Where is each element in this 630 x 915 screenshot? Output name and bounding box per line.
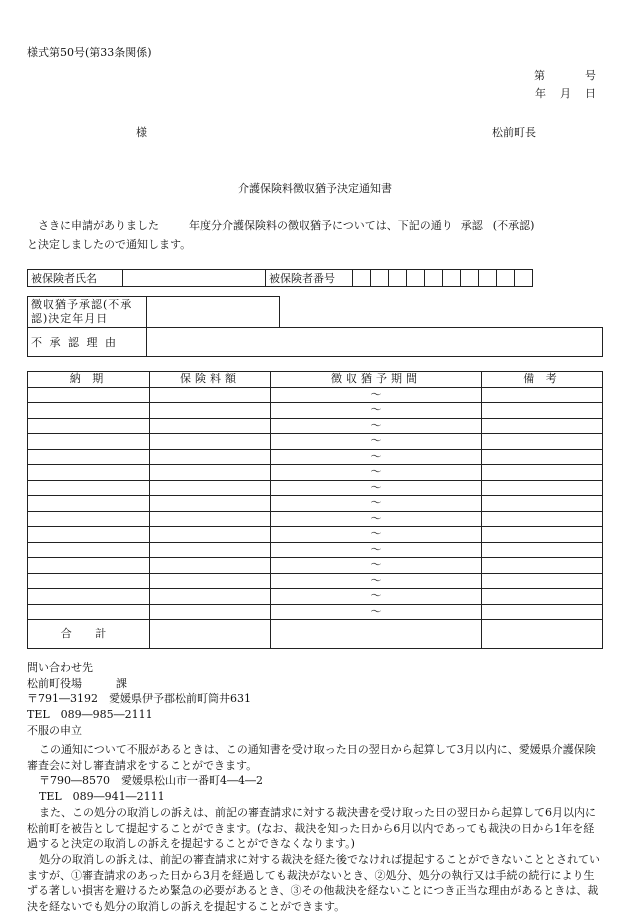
range-mark: 〜	[271, 418, 482, 434]
intro-part3: と決定しましたので通知します。	[27, 238, 192, 251]
objection-tel: TEL 089―941―2111	[39, 790, 165, 804]
insured-number-digit	[515, 270, 533, 287]
range-mark: 〜	[271, 542, 482, 558]
date-day: 日	[585, 87, 596, 100]
insured-number-digit	[497, 270, 515, 287]
total-row	[28, 620, 603, 649]
decision-date-label: 徴収猶予承認(不承 認)決定年月日	[28, 297, 147, 328]
insured-name-label: 被保険者氏名	[28, 270, 123, 287]
insured-name-field	[123, 270, 266, 287]
table-row	[28, 589, 603, 605]
reject-reason-field	[147, 328, 603, 357]
total-label: 合 計	[28, 620, 150, 649]
issue-date-line	[535, 85, 596, 101]
range-mark: 〜	[271, 480, 482, 496]
intro-part1: さきに申請がありました	[38, 219, 159, 232]
insured-table	[27, 269, 533, 287]
objection-notes	[27, 742, 603, 915]
number-suffix: 号	[585, 69, 596, 82]
range-mark: 〜	[271, 449, 482, 465]
table-row	[28, 403, 603, 419]
table-row	[28, 496, 603, 512]
table-row	[28, 573, 603, 589]
header-premium: 保険料額	[150, 372, 271, 388]
insured-number-digit	[389, 270, 407, 287]
range-mark: 〜	[271, 511, 482, 527]
range-mark: 〜	[271, 604, 482, 620]
range-mark: 〜	[271, 558, 482, 574]
contact-address: 〒791―3192 愛媛県伊予郡松前町筒井631	[27, 692, 251, 706]
table-row	[28, 465, 603, 481]
insured-number-digit	[425, 270, 443, 287]
intro-text	[27, 216, 607, 254]
table-row	[28, 480, 603, 496]
range-mark: 〜	[271, 496, 482, 512]
range-mark: 〜	[271, 589, 482, 605]
table-row	[28, 387, 603, 403]
table-row	[28, 449, 603, 465]
contact-heading: 問い合わせ先	[27, 661, 93, 674]
header-remarks: 備 考	[482, 372, 603, 388]
objection-address: 〒790―8570 愛媛県松山市一番町4―4―2	[39, 774, 263, 788]
table-row	[28, 527, 603, 543]
insured-number-digit	[443, 270, 461, 287]
table-row	[28, 434, 603, 450]
range-mark: 〜	[271, 434, 482, 450]
contact-office-line: 松前町役場 課	[27, 676, 127, 690]
insured-number-digit	[461, 270, 479, 287]
insured-number-digit	[407, 270, 425, 287]
insured-number-label: 被保険者番号	[266, 270, 353, 287]
deferral-table	[27, 371, 603, 649]
table-row	[28, 511, 603, 527]
objection-paragraph-3: 処分の取消しの訴えは、前記の審査請求に対する裁決を経た後でなければ提起することができないこととされていますが、①審査請求のあった日から3月を経過しても裁決がないとき、②処分、処分の執行又は手続の続行により生ずる著しい損害を避けるため緊急の必要があるとき、③その他裁決を経ないことにつき正当な理由があるときは、裁決を経ないでも処分の取消しの訴えを提起することができます。	[27, 852, 600, 914]
header-deferral-period: 徴収猶予期間	[271, 372, 482, 388]
objection-paragraph-2: また、この処分の取消しの訴えは、前記の審査請求に対する裁決書を受け取った日の翌日から起算して6月以内に松前町を被告として提起することができます。(なお、裁決を知った日から6月以内であっても裁決の日から1年を経過すると決定の取消しの訴えを提起することができなくなります。)	[27, 805, 596, 851]
objection-paragraph-1: この通知について不服があるときは、この通知書を受け取った日の翌日から起算して3月以内に、愛媛県介護保険審査会に対し審査請求をすることができます。	[27, 743, 596, 772]
table-row	[28, 542, 603, 558]
header-due-date: 納 期	[28, 372, 150, 388]
range-mark: 〜	[271, 573, 482, 589]
table-row	[28, 418, 603, 434]
decision-table	[27, 296, 603, 357]
addressee-suffix: 様	[136, 126, 147, 139]
insured-number-digit	[353, 270, 371, 287]
document-title: 介護保険料徴収猶予決定通知書	[238, 182, 392, 195]
intro-approve: 承認	[460, 219, 483, 232]
reject-reason-label: 不 承 認 理 由	[28, 328, 147, 357]
document-number-line	[534, 67, 596, 83]
insured-number-digit	[371, 270, 389, 287]
table-row	[28, 558, 603, 574]
decision-blank	[280, 297, 603, 328]
intro-reject: (不承認)	[492, 219, 535, 232]
insured-number-digit	[479, 270, 497, 287]
form-number: 様式第50号(第33条関係)	[27, 46, 152, 59]
range-mark: 〜	[271, 527, 482, 543]
issuer-name: 松前町長	[492, 126, 536, 139]
range-mark: 〜	[271, 387, 482, 403]
intro-part2: 年度分介護保険料の徴収猶予については、下記の通り	[189, 219, 453, 232]
number-prefix: 第	[534, 69, 545, 82]
range-mark: 〜	[271, 403, 482, 419]
contact-tel: TEL 089―985―2111	[27, 708, 153, 722]
date-year: 年	[535, 87, 546, 100]
objection-heading: 不服の申立	[27, 723, 82, 737]
decision-date-field	[147, 297, 280, 328]
table-row	[28, 604, 603, 620]
contact-block	[27, 660, 251, 739]
range-mark: 〜	[271, 465, 482, 481]
date-month: 月	[560, 87, 571, 100]
